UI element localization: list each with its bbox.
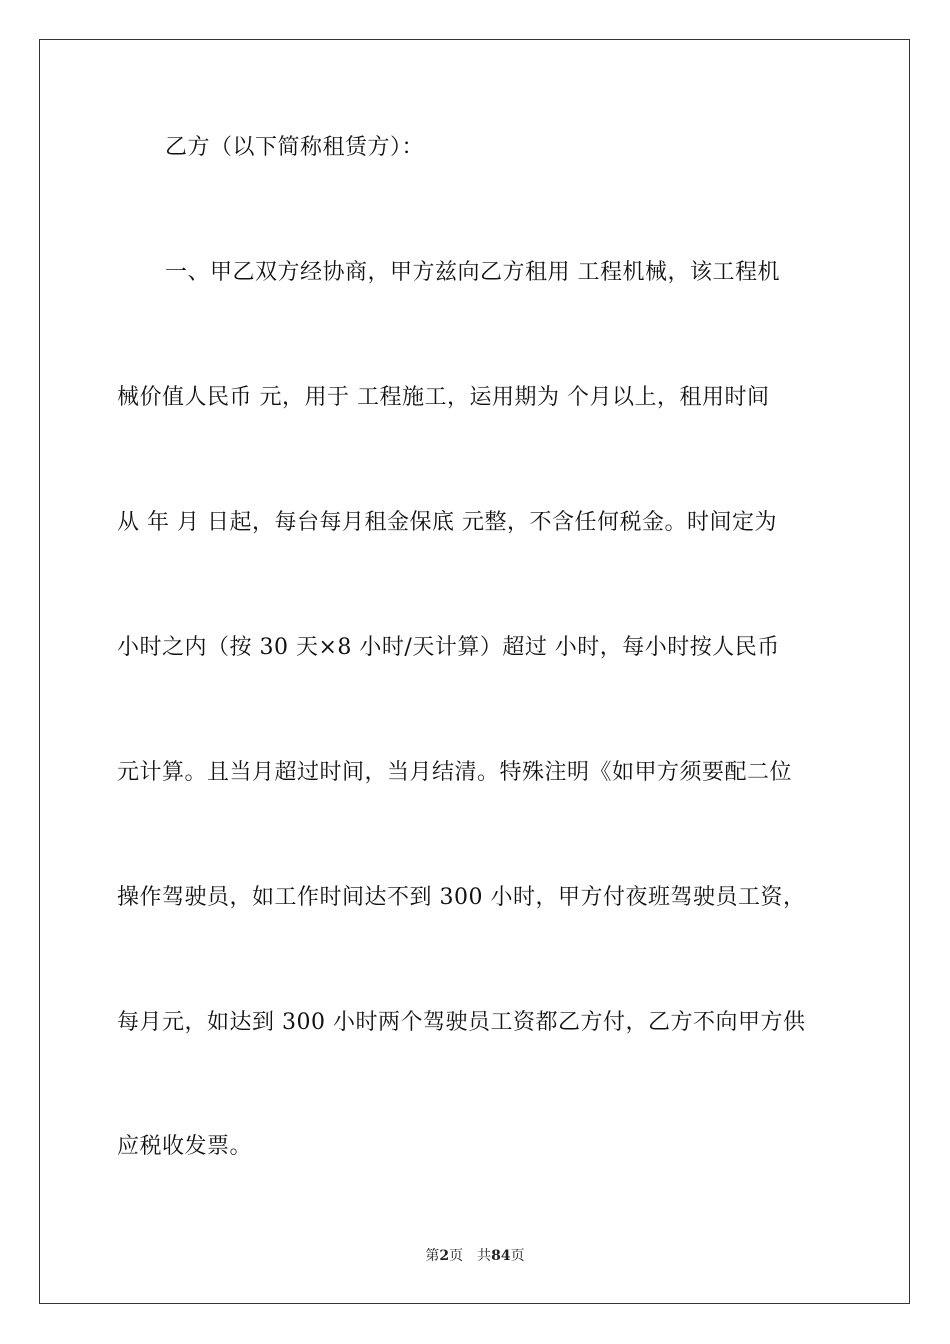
- paragraph-line: 从 年 月 日起，每台每月租金保底 元整，不含任何税金。时间定为: [117, 510, 777, 535]
- paragraph-line: 小时之内（按 30 天×8 小时/天计算）超过 小时，每小时按人民币: [117, 635, 780, 660]
- paragraph-line: 应税收发票。: [117, 1134, 253, 1159]
- paragraph-line: 乙方（以下简称租赁方）：: [165, 135, 425, 160]
- page-number-prefix: 第: [425, 1248, 440, 1264]
- page-total: 84: [491, 1248, 511, 1264]
- paragraph-line: 元计算。且当月超过时间，当月结清。特殊注明《如甲方须要配二位: [117, 760, 793, 785]
- paragraph-line: 械价值人民币 元，用于 工程施工，运用期为 个月以上，租用时间: [117, 385, 770, 410]
- page-footer: [0, 1246, 950, 1266]
- page-number-suffix: 页: [449, 1248, 464, 1264]
- paragraph-line: 每月元，如达到 300 小时两个驾驶员工资都乙方付，乙方不向甲方供: [117, 1010, 806, 1035]
- paragraph-line: 操作驾驶员，如工作时间达不到 300 小时，甲方付夜班驾驶员工资，: [117, 885, 806, 910]
- page-number: 2: [439, 1248, 450, 1264]
- page-frame: [39, 39, 910, 1304]
- paragraph-line: 一、甲乙双方经协商，甲方兹向乙方租用 工程机械，该工程机: [165, 260, 780, 285]
- page-total-prefix: 共: [477, 1248, 492, 1264]
- page-total-suffix: 页: [510, 1248, 525, 1264]
